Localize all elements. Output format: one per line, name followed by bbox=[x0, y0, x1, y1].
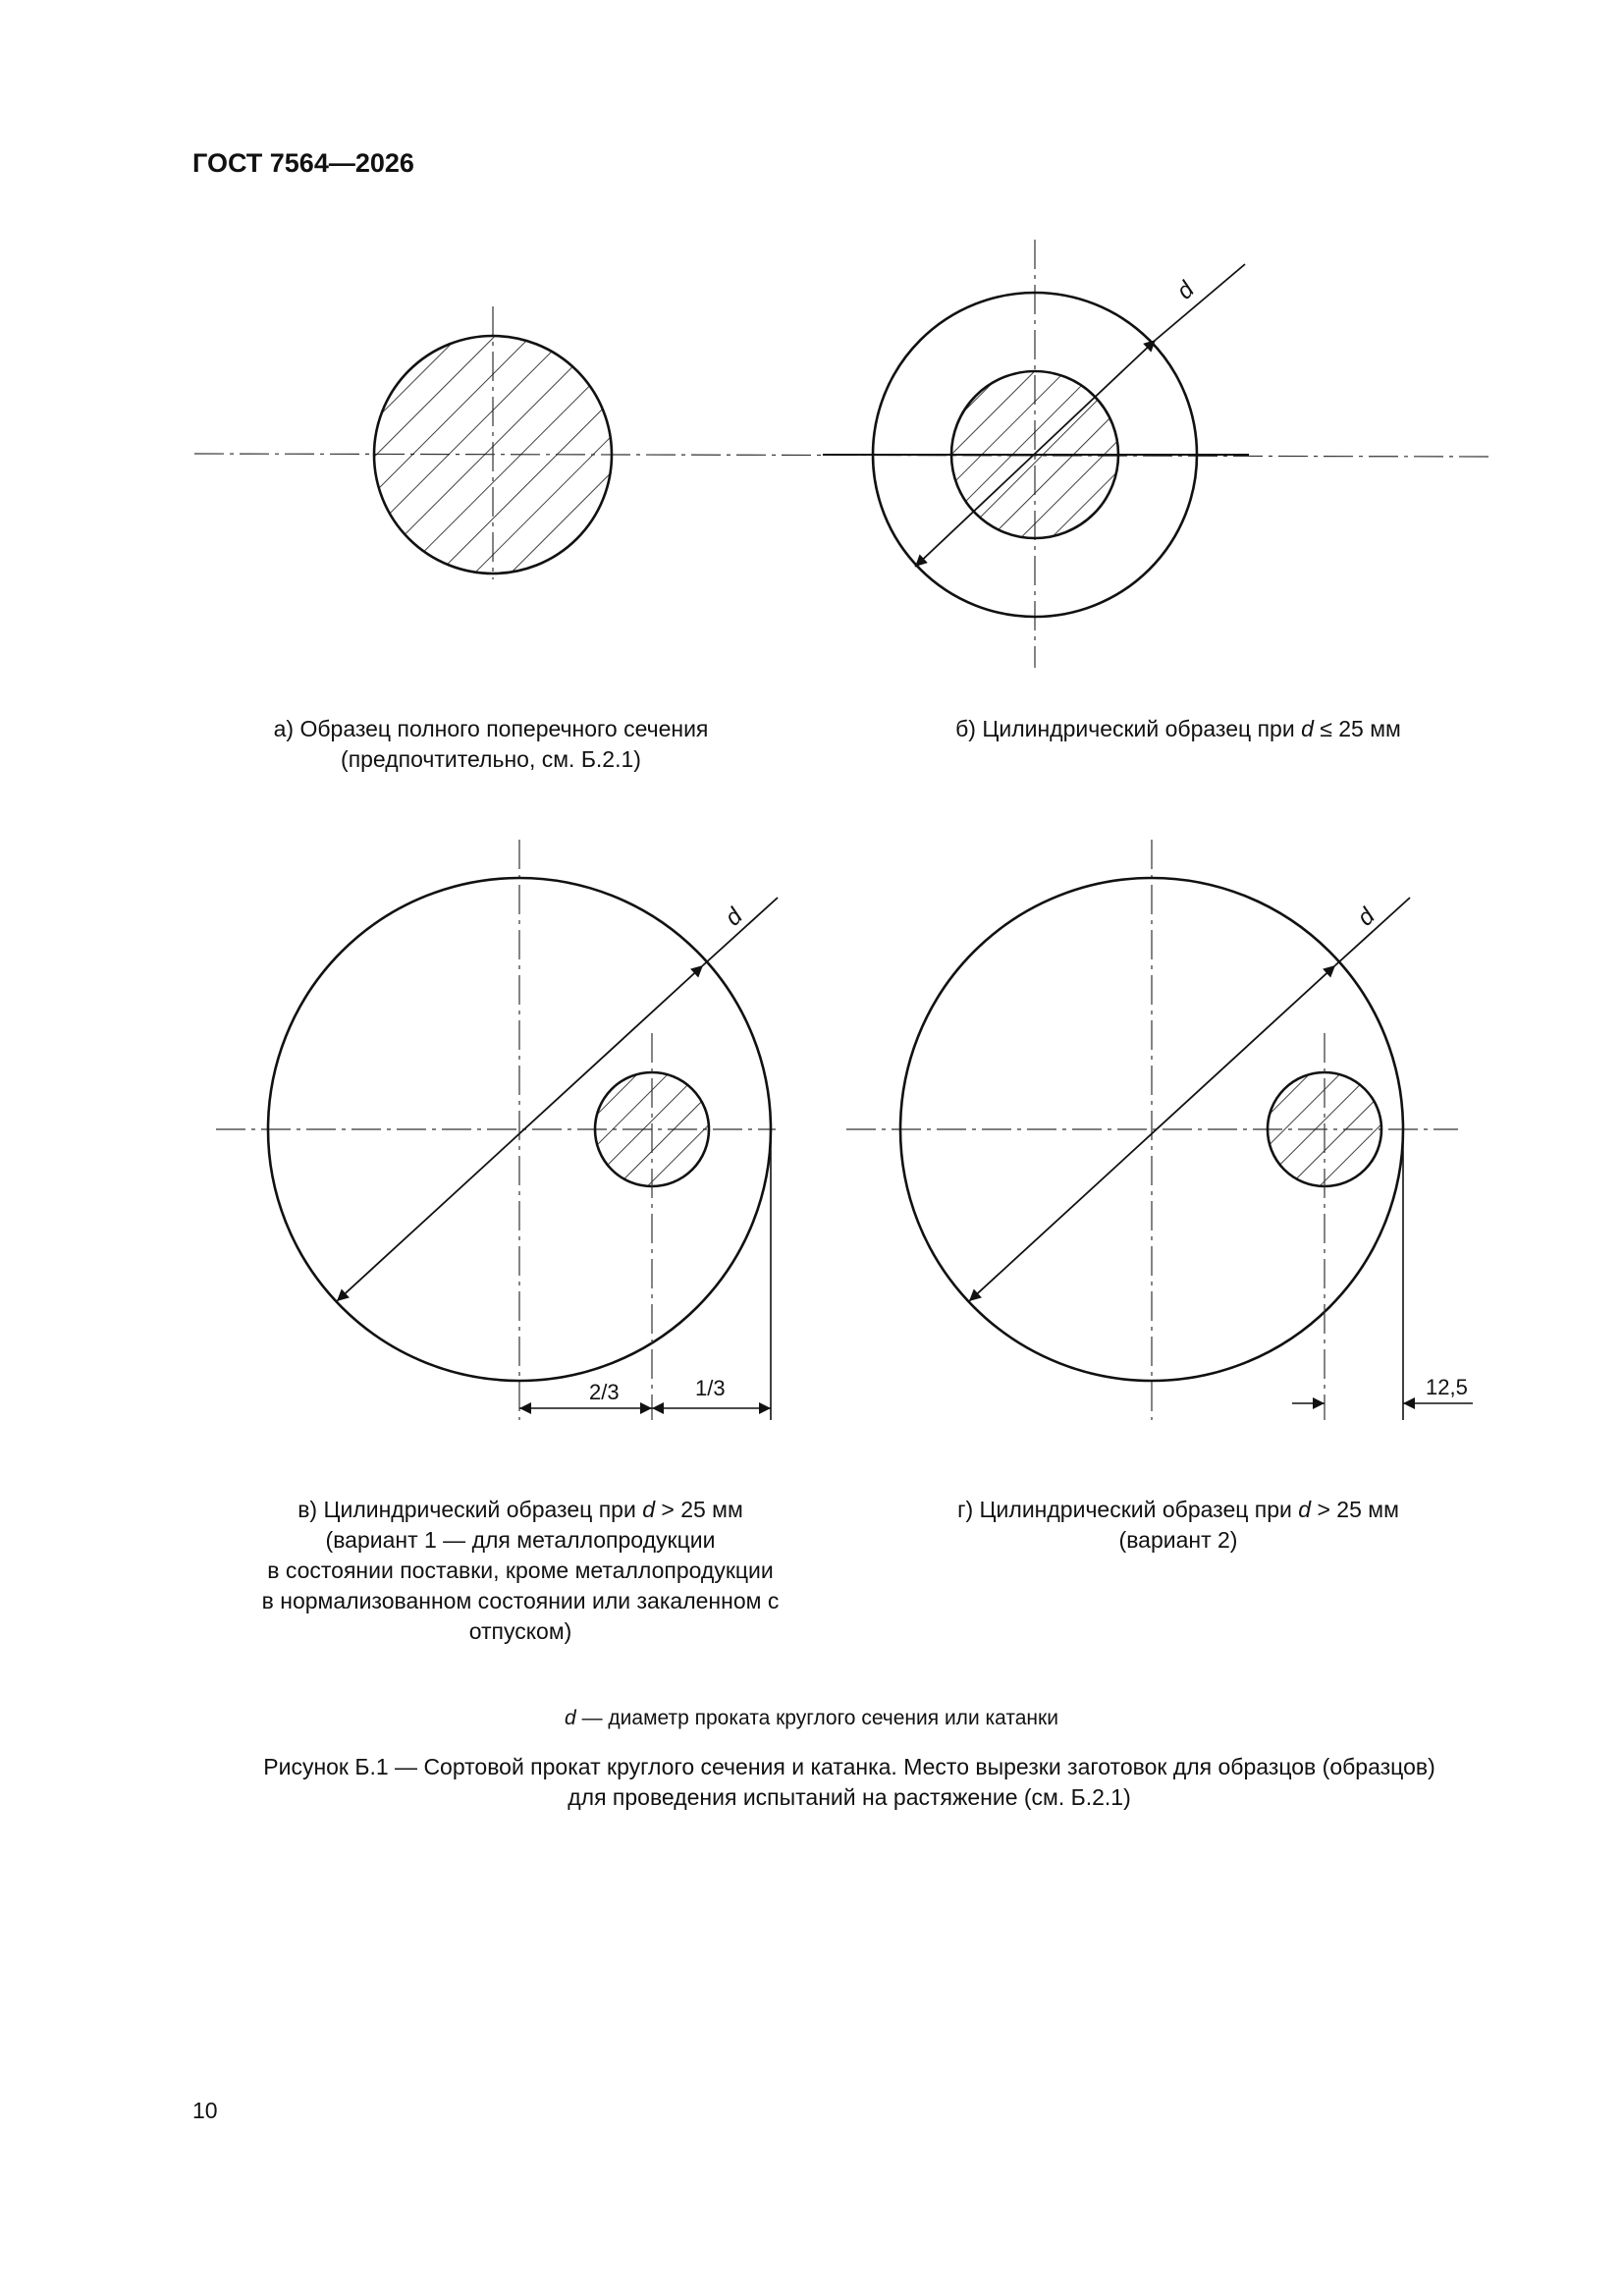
figure-a-caption-line1: а) Образец полного поперечного сечения bbox=[273, 716, 709, 741]
figure-b-dimension-extension bbox=[1156, 264, 1245, 340]
figure-g-dimension-extension bbox=[1335, 898, 1410, 965]
figure-v-one-third-label: 1/3 bbox=[695, 1376, 726, 1400]
figure-a-drawing bbox=[194, 306, 1492, 579]
figure-a-caption bbox=[236, 714, 746, 775]
legend-var: d bbox=[565, 1707, 576, 1729]
standard-header: ГОСТ 7564—2026 bbox=[192, 148, 414, 178]
figure-caption-line1: Рисунок Б.1 — Сортовой прокат круглого сечения и катанка. Место вырезки заготовок для образцов (образцов) bbox=[263, 1754, 1435, 1779]
figure-g-caption-suffix: > 25 мм bbox=[1311, 1497, 1399, 1522]
figure-g-caption-prefix: г) Цилиндрический образец при bbox=[957, 1497, 1299, 1522]
figure-v-two-thirds-label: 2/3 bbox=[589, 1380, 620, 1404]
figure-b-dimension-label: d bbox=[1171, 276, 1200, 305]
figure-g-caption-line1 bbox=[864, 1495, 1492, 1525]
figure-caption bbox=[157, 1752, 1542, 1813]
figure-g-caption-line2: (вариант 2) bbox=[1118, 1527, 1238, 1553]
figure-g-dimension-label: d bbox=[1352, 902, 1380, 932]
figure-a-caption-line2: (предпочтительно, см. Б.2.1) bbox=[341, 746, 641, 772]
figure-v-caption-line3: в состоянии поставки, кроме металлопродукции bbox=[267, 1558, 774, 1583]
figure-v-caption bbox=[196, 1495, 844, 1647]
figure-g-caption bbox=[864, 1495, 1492, 1556]
figure-b-caption-prefix: б) Цилиндрический образец при bbox=[955, 716, 1302, 741]
figure-b-caption-suffix: ≤ 25 мм bbox=[1313, 716, 1401, 741]
figure-g-offset-label: 12,5 bbox=[1426, 1375, 1468, 1399]
figure-v-caption-line4: в нормализованном состоянии или закаленном с bbox=[261, 1588, 780, 1613]
legend-text: — диаметр проката круглого сечения или катанки bbox=[575, 1707, 1058, 1729]
figure-a-full-section-circle bbox=[374, 336, 612, 574]
figure-b-caption-var: d bbox=[1301, 716, 1314, 741]
figure-caption-line2: для проведения испытаний на растяжение (см. Б.2.1) bbox=[568, 1784, 1131, 1810]
figure-v-caption-prefix: в) Цилиндрический образец при bbox=[298, 1497, 643, 1522]
figure-g-drawing bbox=[846, 840, 1473, 1420]
figure-v-caption-line5: отпуском) bbox=[468, 1618, 572, 1644]
figure-v-dimension-label: d bbox=[720, 902, 748, 932]
figure-b-caption bbox=[864, 714, 1492, 744]
figure-v-caption-var: d bbox=[642, 1497, 655, 1522]
figure-v-drawing bbox=[216, 840, 778, 1420]
figure-b-drawing bbox=[823, 240, 1249, 668]
figure-v-caption-line1 bbox=[196, 1495, 844, 1525]
figure-v-caption-suffix: > 25 мм bbox=[654, 1497, 743, 1522]
figure-v-caption-line2: (вариант 1 — для металлопродукции bbox=[325, 1527, 716, 1553]
figure-v-dimension-extension bbox=[703, 898, 778, 965]
page-number: 10 bbox=[192, 2098, 218, 2123]
legend-note bbox=[0, 1707, 1623, 1730]
figure-g-caption-var: d bbox=[1298, 1497, 1312, 1522]
